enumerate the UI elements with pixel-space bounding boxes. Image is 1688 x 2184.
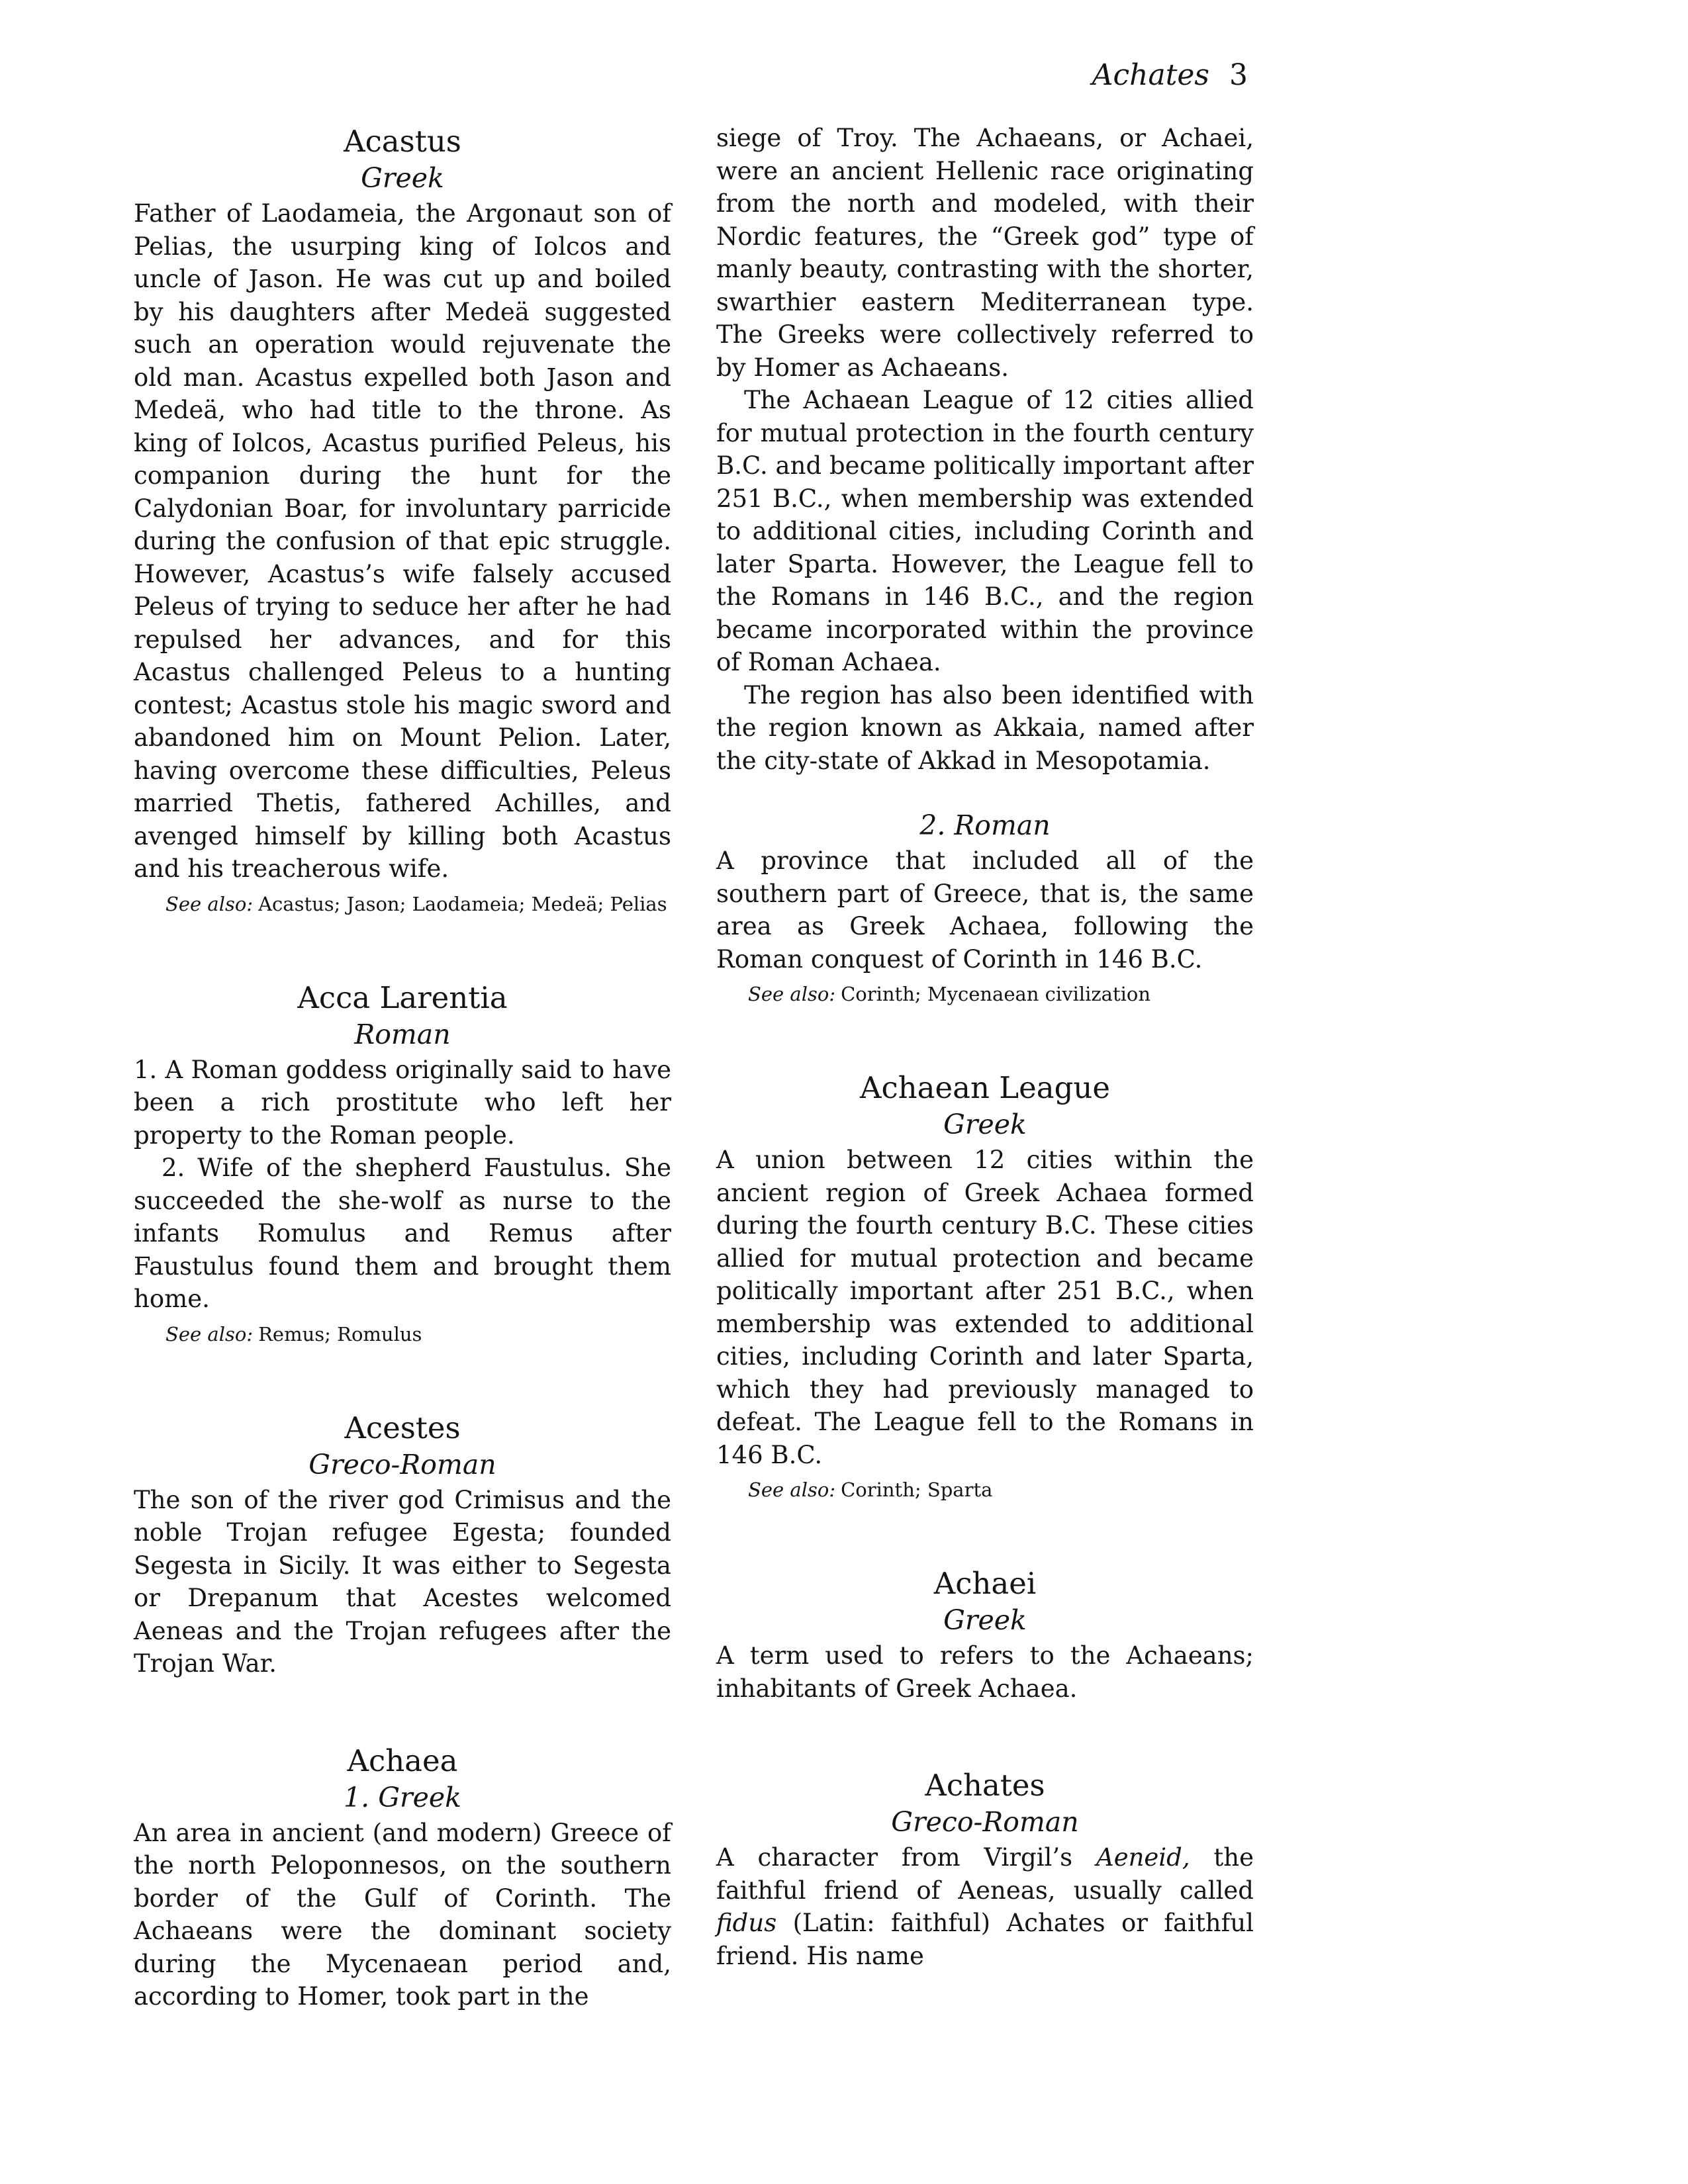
- entry-text: Father of Laodameia, the Argonaut son of Pelias, the usurping king of Iolcos and uncle of Jason. He was cut up and boiled by his daughters after Medeä suggested such an operation would rejuvenate the old man. Acastus expelled both Jason and Medeä, who had title to the throne. As king of Iolcos, Acastus purified Peleus, his companion during the hunt for the Calydonian Boar, for involuntary parricide during the confusion of that epic struggle. However, Acastus’s wife falsely accused Peleus of trying to seduce her after he had repulsed her advances, and for this Acastus challenged Peleus to a hunting contest; Acastus stole his magic sword and abandoned him on Mount Pelion. Later, having overcome these difficulties, Peleus married Thetis, fathered Achilles, and avenged himself by killing both Acastus and his treacherous wife.: [134, 199, 671, 883]
- entry-spacer: [134, 1680, 671, 1741]
- entry-title: Acca Larentia: [297, 979, 508, 1015]
- see-also: [134, 1321, 671, 1347]
- entry-text: The son of the river god Crimisus and the noble Trojan refugee Egesta; founded Segesta in Sicily. It was either to Segesta or Drepanum that Acestes welcomed Aeneas and the Trojan refugees after the Trojan War.: [134, 1485, 671, 1678]
- entry-spacer: [716, 1007, 1254, 1068]
- see-also: [716, 1477, 1254, 1503]
- text-run: A character from Virgil’s: [716, 1843, 1096, 1872]
- right-column: [716, 122, 1254, 1972]
- entry-text: A term used to refers to the Achaeans; inhabitants of Greek Achaea.: [716, 1641, 1254, 1703]
- entry-title: Achaea: [347, 1743, 458, 1778]
- entry-text: An area in ancient (and modern) Greece of the north Peloponnesos, on the southern border of the Gulf of Corinth. The Achaeans were the dominant society during the Mycenaean period and, according to Homer, took part in the: [134, 1818, 671, 2011]
- entry-origin: 1. Greek: [344, 1781, 461, 1813]
- entry-origin: Greek: [943, 1604, 1027, 1636]
- entry-acca-larentia: [134, 978, 671, 1347]
- see-also-label: See also:: [748, 1479, 836, 1501]
- latin-term: fidus: [716, 1909, 777, 1937]
- entry-spacer: [134, 917, 671, 978]
- entry-achaean-league: [716, 1068, 1254, 1503]
- entry-origin: Greek: [943, 1109, 1027, 1140]
- entry-title: Acestes: [344, 1410, 461, 1445]
- text-run: (Latin: faithful) Achates or faithful friend. His name: [716, 1909, 1254, 1970]
- entry-origin: 2. Roman: [919, 809, 1051, 841]
- entry-text: The region has also been identified with the region known as Akkaia, named after the city-state of Akkad in Mesopotamia.: [716, 680, 1254, 775]
- work-title: Aeneid,: [1096, 1843, 1190, 1872]
- entry-text: A union between 12 cities within the ancient region of Greek Achaea formed during the fourth century B.C. These cities allied for mutual protection and became politically important after 251 B.C., when membership was extended to additional cities, including Corinth and later Sparta, which they had previously managed to defeat. The League fell to the Romans in 146 B.C.: [716, 1146, 1254, 1469]
- entry-title: Achaean League: [859, 1070, 1111, 1105]
- entry-text: The Achaean League of 12 cities allied for mutual protection in the fourth century B.C. and became politically important after 251 B.C., when membership was extended to additional cities, including Corinth and later Sparta. However, the League fell to the Romans in 146 B.C., and the region became incorporated within the province of Roman Achaea.: [716, 386, 1254, 676]
- entry-achaea-continued: [716, 122, 1254, 1007]
- entry-origin: Roman: [354, 1018, 451, 1050]
- see-also-label: See also:: [165, 892, 254, 915]
- entry-title: Achates: [925, 1768, 1045, 1803]
- entry-text: [716, 1841, 1254, 1972]
- running-head: [1092, 57, 1248, 94]
- see-also-refs: Acastus; Jason; Laodameia; Medeä; Pelias: [258, 892, 667, 915]
- see-also: [134, 891, 671, 917]
- see-also-refs: Corinth; Mycenaean civilization: [841, 983, 1151, 1005]
- entry-acastus: [134, 122, 671, 917]
- entry-title: Achaei: [933, 1566, 1037, 1601]
- entry-achaei: [716, 1564, 1254, 1705]
- entry-origin: Greco-Roman: [891, 1806, 1079, 1838]
- entry-acestes: [134, 1408, 671, 1680]
- entry-title: Acastus: [344, 124, 461, 159]
- running-head-title: Achates: [1092, 58, 1209, 92]
- entry-text: 1. A Roman goddess originally said to have been a rich prostitute who left her property to the Roman people.: [134, 1055, 671, 1150]
- entry-origin: Greco-Roman: [308, 1448, 496, 1480]
- entry-spacer: [716, 777, 1254, 809]
- entry-spacer: [716, 1705, 1254, 1766]
- see-also-refs: Remus; Romulus: [258, 1322, 422, 1345]
- entry-text: siege of Troy. The Achaeans, or Achaei, were an ancient Hellenic race originating from the north and modeled, with their Nordic features, the “Greek god” type of manly beauty, contrasting with the shorter, swarthier eastern Mediterranean type. The Greeks were collectively referred to by Homer as Achaeans.: [716, 124, 1254, 382]
- text-run: the faithful friend of Aeneas, usually called: [716, 1843, 1254, 1905]
- entry-origin: Greek: [361, 162, 444, 194]
- entry-text: 2. Wife of the shepherd Faustulus. She succeeded the she-wolf as nurse to the infants Romulus and Remus after Faustulus found them and brought them home.: [134, 1154, 671, 1313]
- see-also: [716, 981, 1254, 1007]
- entry-spacer: [716, 1503, 1254, 1564]
- entry-text: A province that included all of the southern part of Greece, that is, the same area as Greek Achaea, following the Roman conquest of Corinth in 146 B.C.: [716, 846, 1254, 974]
- entry-achates: [716, 1766, 1254, 1972]
- see-also-label: See also:: [748, 983, 836, 1005]
- entry-spacer: [134, 1347, 671, 1408]
- entry-achaea: [134, 1741, 671, 2013]
- see-also-refs: Corinth; Sparta: [841, 1479, 993, 1501]
- see-also-label: See also:: [165, 1322, 254, 1345]
- left-column: [134, 122, 671, 2013]
- page-number: 3: [1229, 58, 1248, 92]
